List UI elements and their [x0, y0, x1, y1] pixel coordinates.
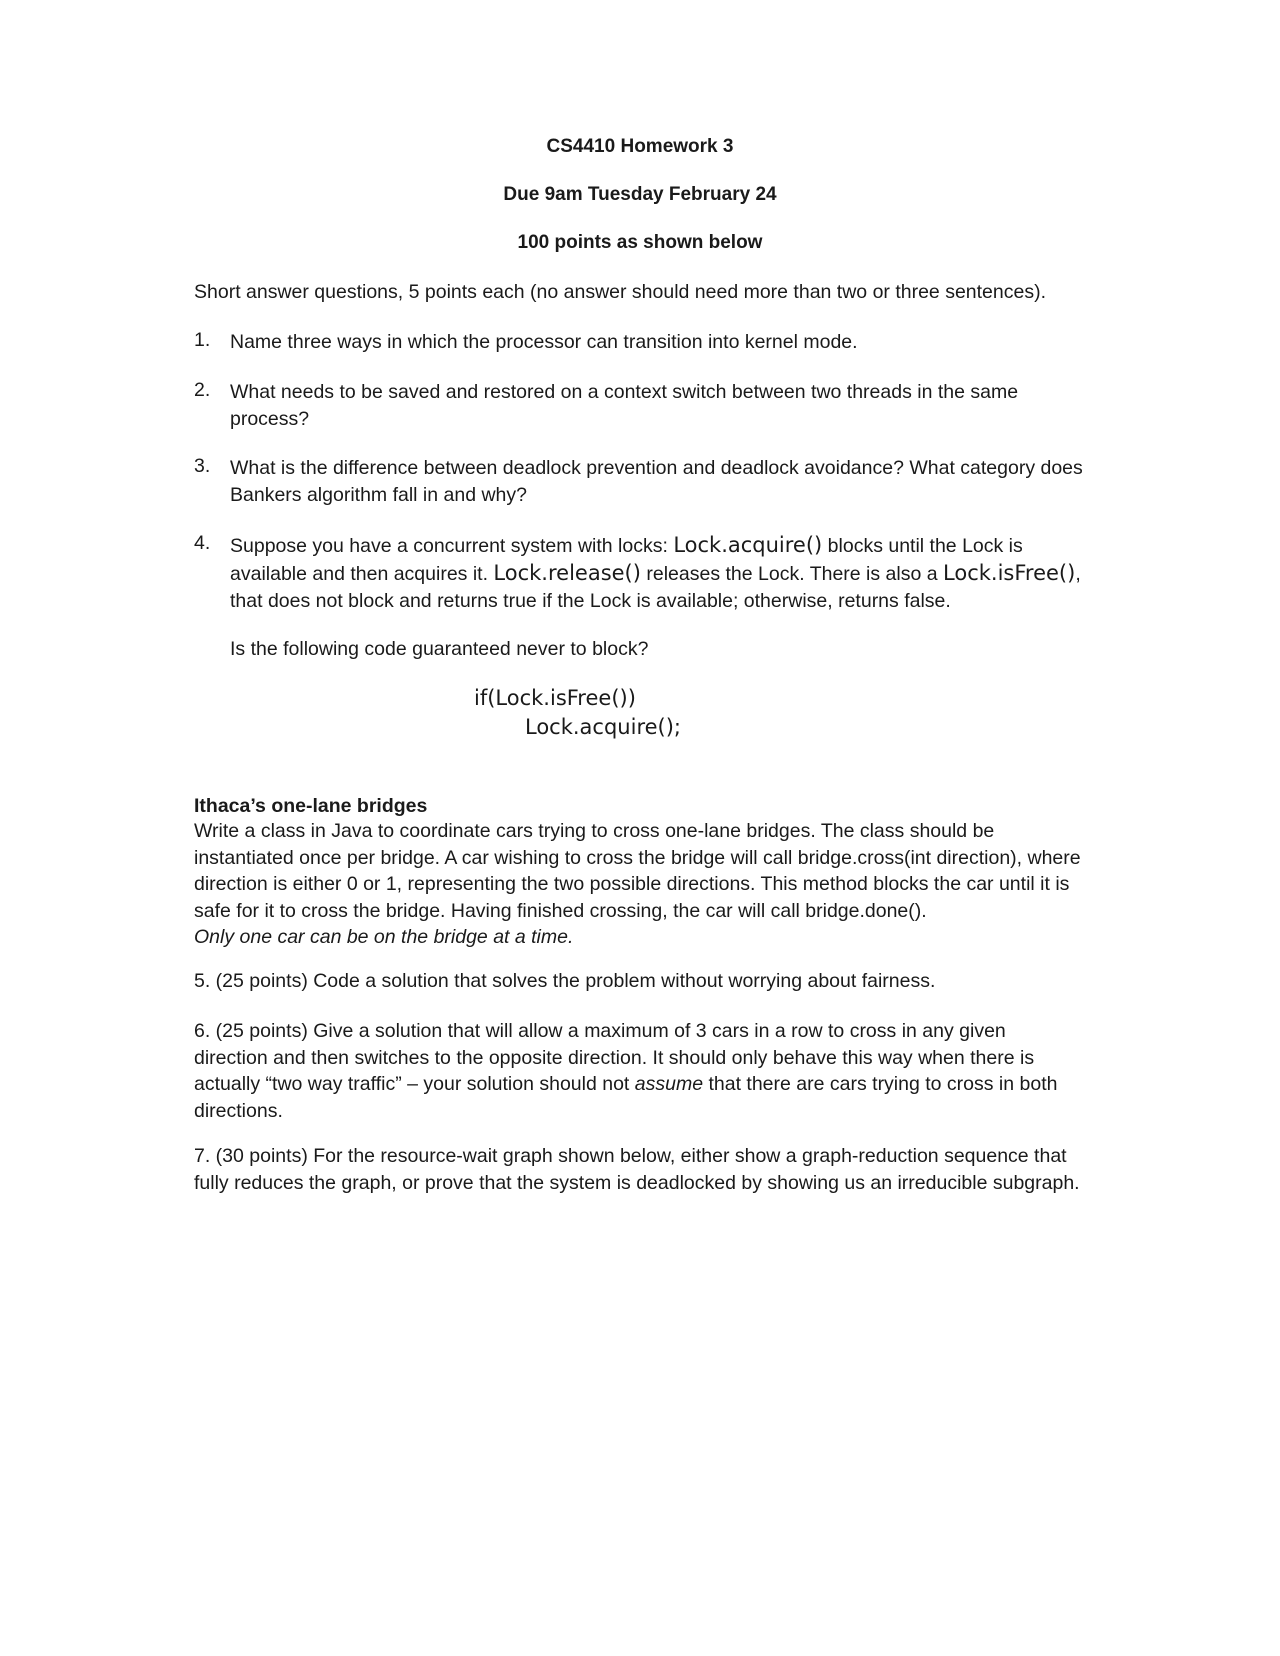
intro-text: Short answer questions, 5 points each (no answer should need more than two or three sentences). [194, 281, 1046, 303]
code-lock-release: Lock.release() [493, 561, 641, 585]
section-heading: Ithaca’s one-lane bridges [194, 795, 428, 817]
section-body: Write a class in Java to coordinate cars trying to cross one-lane bridges. The class should be instantiated once per bridge. A car wishing to cross the bridge will call bridge.cross(int direction), where direction is either 0 or 1, representing the two possible directions. This method blocks the car until it is safe for it to cross the bridge. Having finished crossing, the car will call bridge.done(). Only one car can be on the bridge at a time. [194, 820, 1081, 948]
code-lock-acquire: Lock.acquire() [673, 533, 823, 557]
code-lock-isfree: Lock.isFree() [943, 561, 1076, 585]
question-7: 7. (30 points) For the resource-wait graph shown below, either show a graph-reduction sequence that fully reduces the graph, or prove that the system is deadlocked by showing us an irreducible subgraph. [194, 1145, 1080, 1194]
page-title: CS4410 Homework 3 [546, 136, 734, 157]
question-1-text: Name three ways in which the processor can transition into kernel mode. [230, 331, 858, 353]
question-1-number: 1. [194, 329, 211, 351]
question-4-followup: Is the following code guaranteed never to block? [230, 638, 649, 660]
section-emphasis: Only one car can be on the bridge at a time. [194, 926, 574, 948]
code-line-1: if(Lock.isFree()) [474, 686, 636, 710]
question-5: 5. (25 points) Code a solution that solves the problem without worrying about fairness. [194, 970, 936, 992]
due-date: Due 9am Tuesday February 24 [503, 184, 777, 205]
question-2-number: 2. [194, 379, 211, 401]
question-3-text: What is the difference between deadlock prevention and deadlock avoidance? What category does Bankers algorithm fall in and why? [230, 457, 1083, 506]
question-6: 6. (25 points) Give a solution that will allow a maximum of 3 cars in a row to cross in any given direction and then switches to the opposite direction. It should only behave this way when there is actually “two way traffic” – your solution should not assume that there are cars trying to cross in both directions. [194, 1020, 1058, 1122]
points-note: 100 points as shown below [517, 232, 763, 253]
question-2-text: What needs to be saved and restored on a context switch between two threads in the same process? [230, 381, 1019, 430]
question-3-number: 3. [194, 455, 211, 477]
question-4-text: Suppose you have a concurrent system with locks: Lock.acquire() blocks until the Lock is available and then acquires it. Lock.release() releases the Lock. There is also a Lock.isFree(), that does not block and returns true if the Lock is available; otherwise, returns false. [230, 533, 1081, 612]
code-line-2: Lock.acquire(); [525, 715, 682, 739]
question-4-number: 4. [194, 532, 211, 554]
